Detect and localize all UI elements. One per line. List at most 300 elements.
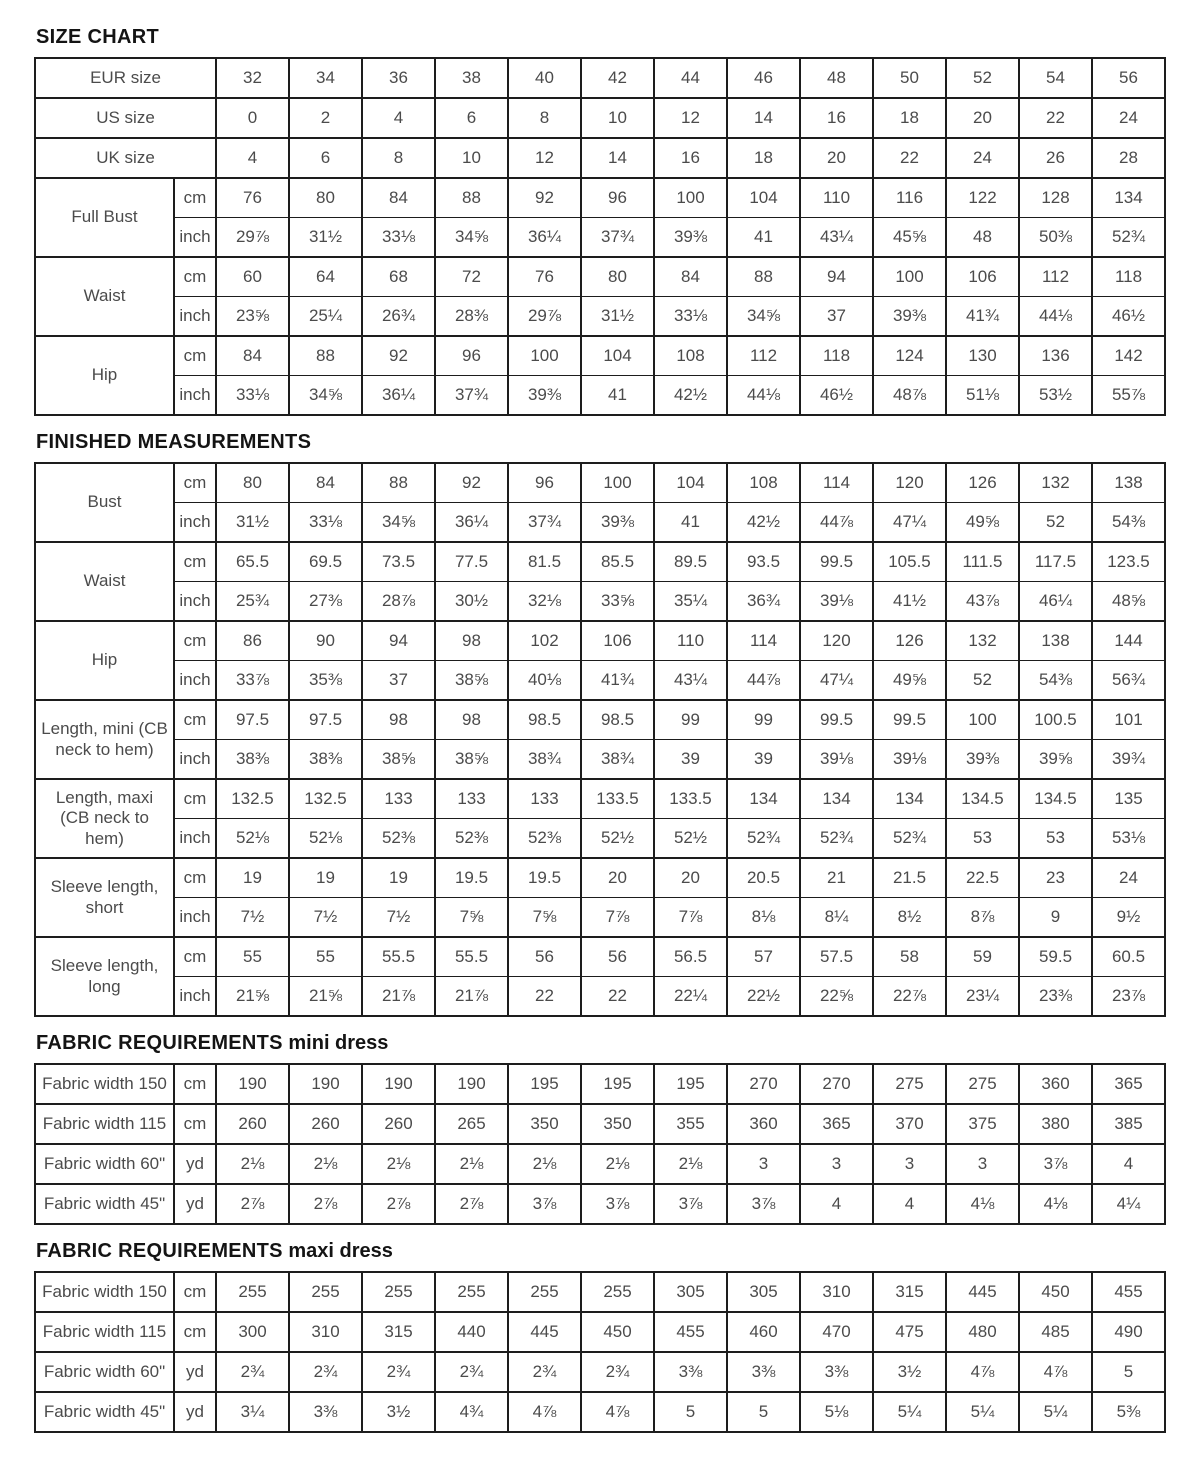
unit-cell: inch	[174, 297, 216, 337]
value-cell: 310	[289, 1312, 362, 1352]
value-cell: 24	[1092, 858, 1165, 898]
value-cell: 39⅝	[1019, 740, 1092, 780]
table-row	[35, 977, 1165, 1017]
value-cell: 31½	[216, 503, 289, 543]
value-cell: 98	[362, 700, 435, 740]
value-cell: 310	[800, 1272, 873, 1312]
value-cell: 27⅜	[289, 582, 362, 622]
table-row	[35, 257, 1165, 297]
value-cell: 134.5	[946, 779, 1019, 819]
value-cell: 118	[1092, 257, 1165, 297]
row-label: EUR size	[35, 58, 216, 98]
value-cell: 195	[654, 1064, 727, 1104]
value-cell: 134	[873, 779, 946, 819]
value-cell: 80	[216, 463, 289, 503]
value-cell: 59.5	[1019, 937, 1092, 977]
value-cell: 68	[362, 257, 435, 297]
value-cell: 23	[1019, 858, 1092, 898]
value-cell: 88	[435, 178, 508, 218]
value-cell: 123.5	[1092, 542, 1165, 582]
value-cell: 42½	[654, 376, 727, 416]
value-cell: 21.5	[873, 858, 946, 898]
value-cell: 111.5	[946, 542, 1019, 582]
value-cell: 3⅜	[800, 1352, 873, 1392]
section-title-bold: FINISHED MEASUREMENTS	[36, 431, 312, 453]
value-cell: 55.5	[362, 937, 435, 977]
value-cell: 60.5	[1092, 937, 1165, 977]
value-cell: 118	[800, 336, 873, 376]
table-row	[35, 503, 1165, 543]
value-cell: 39⅜	[873, 297, 946, 337]
value-cell: 20	[581, 858, 654, 898]
value-cell: 470	[800, 1312, 873, 1352]
value-cell: 104	[581, 336, 654, 376]
value-cell: 3	[873, 1144, 946, 1184]
value-cell: 3	[946, 1144, 1019, 1184]
value-cell: 81.5	[508, 542, 581, 582]
value-cell: 380	[1019, 1104, 1092, 1144]
value-cell: 53	[946, 819, 1019, 859]
value-cell: 138	[1019, 621, 1092, 661]
value-cell: 132	[1019, 463, 1092, 503]
value-cell: 350	[581, 1104, 654, 1144]
value-cell: 28	[1092, 138, 1165, 178]
value-cell: 54	[1019, 58, 1092, 98]
value-cell: 21⅞	[362, 977, 435, 1017]
value-cell: 255	[362, 1272, 435, 1312]
value-cell: 44	[654, 58, 727, 98]
value-cell: 255	[581, 1272, 654, 1312]
value-cell: 5	[654, 1392, 727, 1432]
value-cell: 104	[654, 463, 727, 503]
value-cell: 195	[508, 1064, 581, 1104]
value-cell: 144	[1092, 621, 1165, 661]
value-cell: 94	[800, 257, 873, 297]
unit-cell: cm	[174, 700, 216, 740]
value-cell: 101	[1092, 700, 1165, 740]
value-cell: 94	[362, 621, 435, 661]
unit-cell: yd	[174, 1184, 216, 1224]
section-size-chart	[34, 26, 1166, 416]
unit-cell: cm	[174, 257, 216, 297]
value-cell: 20	[800, 138, 873, 178]
value-cell: 39⅛	[800, 740, 873, 780]
value-cell: 445	[946, 1272, 1019, 1312]
value-cell: 5¼	[946, 1392, 1019, 1432]
value-cell: 6	[435, 98, 508, 138]
value-cell: 44⅞	[727, 661, 800, 701]
value-cell: 39	[654, 740, 727, 780]
value-cell: 260	[289, 1104, 362, 1144]
value-cell: 96	[435, 336, 508, 376]
row-label: Fabric width 60"	[35, 1352, 174, 1392]
value-cell: 132.5	[216, 779, 289, 819]
value-cell: 110	[800, 178, 873, 218]
value-cell: 133	[435, 779, 508, 819]
value-cell: 92	[362, 336, 435, 376]
value-cell: 88	[727, 257, 800, 297]
value-cell: 84	[362, 178, 435, 218]
value-cell: 24	[1092, 98, 1165, 138]
value-cell: 270	[727, 1064, 800, 1104]
unit-cell: inch	[174, 977, 216, 1017]
value-cell: 8½	[873, 898, 946, 938]
table-row	[35, 1064, 1165, 1104]
value-cell: 460	[727, 1312, 800, 1352]
value-cell: 2⅛	[581, 1144, 654, 1184]
value-cell: 85.5	[581, 542, 654, 582]
value-cell: 35¼	[654, 582, 727, 622]
value-cell: 0	[216, 98, 289, 138]
unit-cell: yd	[174, 1392, 216, 1432]
value-cell: 52⅛	[289, 819, 362, 859]
value-cell: 48	[800, 58, 873, 98]
row-label: Fabric width 60"	[35, 1144, 174, 1184]
table-row	[35, 1312, 1165, 1352]
value-cell: 47¼	[800, 661, 873, 701]
value-cell: 38	[435, 58, 508, 98]
row-label: Hip	[35, 621, 174, 700]
value-cell: 16	[654, 138, 727, 178]
unit-cell: inch	[174, 740, 216, 780]
value-cell: 37¾	[581, 218, 654, 258]
value-cell: 97.5	[289, 700, 362, 740]
value-cell: 7½	[362, 898, 435, 938]
unit-cell: inch	[174, 661, 216, 701]
value-cell: 76	[508, 257, 581, 297]
value-cell: 133	[362, 779, 435, 819]
value-cell: 305	[654, 1272, 727, 1312]
value-cell: 126	[873, 621, 946, 661]
value-cell: 2⅞	[216, 1184, 289, 1224]
value-cell: 4¾	[435, 1392, 508, 1432]
value-cell: 96	[508, 463, 581, 503]
value-cell: 60	[216, 257, 289, 297]
value-cell: 39⅜	[654, 218, 727, 258]
value-cell: 26¾	[362, 297, 435, 337]
value-cell: 19	[216, 858, 289, 898]
value-cell: 32⅛	[508, 582, 581, 622]
value-cell: 2¾	[289, 1352, 362, 1392]
unit-cell: cm	[174, 542, 216, 582]
value-cell: 98	[435, 700, 508, 740]
value-cell: 38⅝	[435, 740, 508, 780]
value-cell: 46	[727, 58, 800, 98]
row-label: Waist	[35, 542, 174, 621]
value-cell: 6	[289, 138, 362, 178]
value-cell: 3⅞	[581, 1184, 654, 1224]
value-cell: 7⅝	[508, 898, 581, 938]
value-cell: 58	[873, 937, 946, 977]
table-row	[35, 1392, 1165, 1432]
value-cell: 300	[216, 1312, 289, 1352]
value-cell: 98	[435, 621, 508, 661]
value-cell: 29⅞	[216, 218, 289, 258]
table-row	[35, 740, 1165, 780]
value-cell: 19.5	[435, 858, 508, 898]
value-cell: 106	[946, 257, 1019, 297]
value-cell: 99.5	[800, 542, 873, 582]
table-row	[35, 1144, 1165, 1184]
value-cell: 80	[289, 178, 362, 218]
section-title-bold: FABRIC REQUIREMENTS	[36, 1032, 283, 1054]
table-row	[35, 858, 1165, 898]
value-cell: 53⅛	[1092, 819, 1165, 859]
value-cell: 4⅛	[946, 1184, 1019, 1224]
value-cell: 50	[873, 58, 946, 98]
value-cell: 136	[1019, 336, 1092, 376]
value-cell: 99	[727, 700, 800, 740]
value-cell: 134	[800, 779, 873, 819]
value-cell: 3⅜	[727, 1352, 800, 1392]
value-cell: 4⅞	[581, 1392, 654, 1432]
value-cell: 41½	[873, 582, 946, 622]
value-cell: 38¾	[581, 740, 654, 780]
value-cell: 28⅞	[362, 582, 435, 622]
value-cell: 128	[1019, 178, 1092, 218]
value-cell: 53½	[1019, 376, 1092, 416]
value-cell: 134.5	[1019, 779, 1092, 819]
value-cell: 86	[216, 621, 289, 661]
value-cell: 126	[946, 463, 1019, 503]
value-cell: 99	[654, 700, 727, 740]
value-cell: 4⅞	[1019, 1352, 1092, 1392]
row-label: Length, maxi (CB neck to hem)	[35, 779, 174, 858]
value-cell: 38¾	[508, 740, 581, 780]
value-cell: 35⅜	[289, 661, 362, 701]
value-cell: 10	[581, 98, 654, 138]
value-cell: 52⅜	[435, 819, 508, 859]
value-cell: 28⅜	[435, 297, 508, 337]
table-row	[35, 779, 1165, 819]
value-cell: 39⅛	[873, 740, 946, 780]
value-cell: 130	[946, 336, 1019, 376]
value-cell: 4	[800, 1184, 873, 1224]
table-row	[35, 700, 1165, 740]
value-cell: 45⅝	[873, 218, 946, 258]
value-cell: 39⅜	[581, 503, 654, 543]
value-cell: 2⅞	[289, 1184, 362, 1224]
table-row	[35, 297, 1165, 337]
row-label: Fabric width 150	[35, 1272, 174, 1312]
value-cell: 102	[508, 621, 581, 661]
section-title-suffix: maxi dress	[282, 1240, 393, 1262]
value-cell: 20.5	[727, 858, 800, 898]
value-cell: 48	[946, 218, 1019, 258]
value-cell: 275	[946, 1064, 1019, 1104]
value-cell: 52	[946, 58, 1019, 98]
value-cell: 133.5	[654, 779, 727, 819]
value-cell: 51⅛	[946, 376, 1019, 416]
fabric-requirements-maxi-table	[34, 1271, 1166, 1433]
value-cell: 44⅛	[727, 376, 800, 416]
value-cell: 44⅛	[1019, 297, 1092, 337]
unit-cell: yd	[174, 1352, 216, 1392]
value-cell: 39	[727, 740, 800, 780]
value-cell: 44⅞	[800, 503, 873, 543]
unit-cell: inch	[174, 582, 216, 622]
value-cell: 7⅝	[435, 898, 508, 938]
value-cell: 52⅜	[362, 819, 435, 859]
value-cell: 52½	[654, 819, 727, 859]
value-cell: 315	[873, 1272, 946, 1312]
value-cell: 2	[289, 98, 362, 138]
section-title-fabric-maxi	[36, 1240, 1166, 1263]
value-cell: 12	[654, 98, 727, 138]
value-cell: 100	[654, 178, 727, 218]
value-cell: 88	[289, 336, 362, 376]
value-cell: 23¼	[946, 977, 1019, 1017]
value-cell: 77.5	[435, 542, 508, 582]
value-cell: 3⅞	[654, 1184, 727, 1224]
table-row	[35, 463, 1165, 503]
value-cell: 48⅝	[1092, 582, 1165, 622]
value-cell: 3½	[873, 1352, 946, 1392]
value-cell: 48⅞	[873, 376, 946, 416]
value-cell: 2⅛	[216, 1144, 289, 1184]
value-cell: 18	[873, 98, 946, 138]
value-cell: 84	[216, 336, 289, 376]
value-cell: 56	[581, 937, 654, 977]
fabric-maxi-table-host	[34, 1271, 1166, 1433]
value-cell: 8	[362, 138, 435, 178]
unit-cell: cm	[174, 1272, 216, 1312]
value-cell: 9	[1019, 898, 1092, 938]
value-cell: 260	[216, 1104, 289, 1144]
value-cell: 52¾	[1092, 218, 1165, 258]
table-row	[35, 819, 1165, 859]
value-cell: 133.5	[581, 779, 654, 819]
value-cell: 3⅞	[727, 1184, 800, 1224]
value-cell: 190	[362, 1064, 435, 1104]
value-cell: 52⅜	[508, 819, 581, 859]
value-cell: 54⅜	[1019, 661, 1092, 701]
value-cell: 4⅛	[1019, 1184, 1092, 1224]
value-cell: 31½	[289, 218, 362, 258]
value-cell: 37¾	[435, 376, 508, 416]
row-label: Sleeve length, short	[35, 858, 174, 937]
value-cell: 2⅛	[508, 1144, 581, 1184]
value-cell: 18	[727, 138, 800, 178]
value-cell: 21⅝	[216, 977, 289, 1017]
value-cell: 55	[289, 937, 362, 977]
value-cell: 98.5	[581, 700, 654, 740]
value-cell: 14	[581, 138, 654, 178]
value-cell: 355	[654, 1104, 727, 1144]
value-cell: 142	[1092, 336, 1165, 376]
value-cell: 46½	[1092, 297, 1165, 337]
value-cell: 39¾	[1092, 740, 1165, 780]
value-cell: 25¾	[216, 582, 289, 622]
value-cell: 65.5	[216, 542, 289, 582]
value-cell: 132.5	[289, 779, 362, 819]
value-cell: 88	[362, 463, 435, 503]
value-cell: 76	[216, 178, 289, 218]
unit-cell: inch	[174, 503, 216, 543]
value-cell: 24	[946, 138, 1019, 178]
value-cell: 5⅜	[1092, 1392, 1165, 1432]
value-cell: 34⅝	[362, 503, 435, 543]
value-cell: 2¾	[508, 1352, 581, 1392]
value-cell: 455	[1092, 1272, 1165, 1312]
value-cell: 100	[873, 257, 946, 297]
value-cell: 385	[1092, 1104, 1165, 1144]
value-cell: 54⅜	[1092, 503, 1165, 543]
value-cell: 255	[216, 1272, 289, 1312]
value-cell: 39⅜	[508, 376, 581, 416]
value-cell: 33⅛	[362, 218, 435, 258]
value-cell: 124	[873, 336, 946, 376]
value-cell: 34⅝	[435, 218, 508, 258]
section-title-finished-measurements	[36, 431, 1166, 454]
value-cell: 2⅛	[435, 1144, 508, 1184]
value-cell: 32	[216, 58, 289, 98]
unit-cell: cm	[174, 463, 216, 503]
table-row	[35, 1272, 1165, 1312]
value-cell: 64	[289, 257, 362, 297]
value-cell: 49⅝	[946, 503, 1019, 543]
value-cell: 47¼	[873, 503, 946, 543]
table-row	[35, 1104, 1165, 1144]
value-cell: 49⅝	[873, 661, 946, 701]
value-cell: 360	[1019, 1064, 1092, 1104]
value-cell: 37¾	[508, 503, 581, 543]
value-cell: 450	[1019, 1272, 1092, 1312]
value-cell: 5⅛	[800, 1392, 873, 1432]
value-cell: 34⅝	[727, 297, 800, 337]
value-cell: 4	[362, 98, 435, 138]
value-cell: 4¼	[1092, 1184, 1165, 1224]
value-cell: 33⅛	[289, 503, 362, 543]
value-cell: 485	[1019, 1312, 1092, 1352]
value-cell: 52½	[581, 819, 654, 859]
finished-measurements-table-host	[34, 462, 1166, 1017]
unit-cell: cm	[174, 1104, 216, 1144]
value-cell: 255	[508, 1272, 581, 1312]
value-cell: 72	[435, 257, 508, 297]
table-row	[35, 98, 1165, 138]
value-cell: 106	[581, 621, 654, 661]
value-cell: 34	[289, 58, 362, 98]
value-cell: 135	[1092, 779, 1165, 819]
row-label: Fabric width 45"	[35, 1392, 174, 1432]
value-cell: 7½	[289, 898, 362, 938]
value-cell: 22⅝	[800, 977, 873, 1017]
value-cell: 4	[216, 138, 289, 178]
value-cell: 52¾	[873, 819, 946, 859]
value-cell: 41¾	[946, 297, 1019, 337]
value-cell: 195	[581, 1064, 654, 1104]
value-cell: 350	[508, 1104, 581, 1144]
value-cell: 2¾	[216, 1352, 289, 1392]
value-cell: 56.5	[654, 937, 727, 977]
value-cell: 22.5	[946, 858, 1019, 898]
value-cell: 8¼	[800, 898, 873, 938]
value-cell: 34⅝	[289, 376, 362, 416]
unit-cell: cm	[174, 621, 216, 661]
value-cell: 23⅜	[1019, 977, 1092, 1017]
value-cell: 5	[1092, 1352, 1165, 1392]
value-cell: 56¾	[1092, 661, 1165, 701]
row-label: Length, mini (CB neck to hem)	[35, 700, 174, 779]
value-cell: 2⅛	[289, 1144, 362, 1184]
value-cell: 90	[289, 621, 362, 661]
value-cell: 5	[727, 1392, 800, 1432]
size-chart-table	[34, 57, 1166, 416]
value-cell: 20	[654, 858, 727, 898]
value-cell: 99.5	[800, 700, 873, 740]
unit-cell: cm	[174, 1064, 216, 1104]
